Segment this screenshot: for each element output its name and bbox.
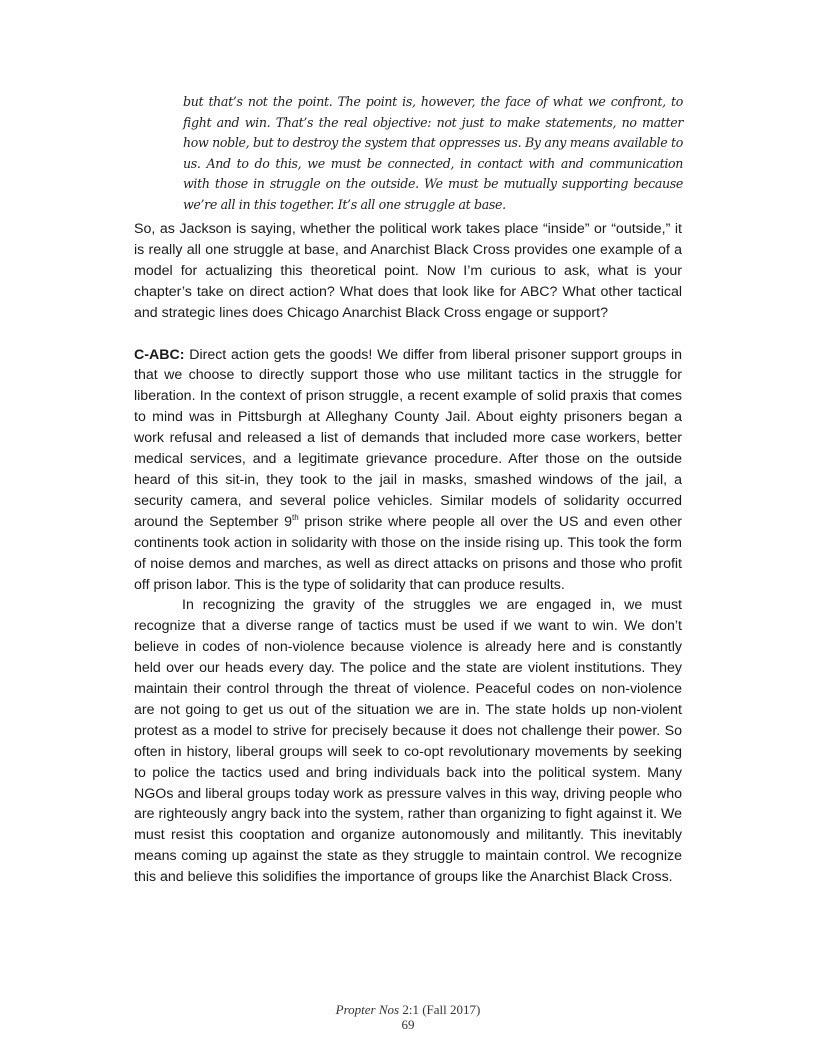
answer-p1-text-b: prison strike where people all over the US and even other continents took action in solidarity with those on the inside rising up. This took the form of noise demos and marches, as well as direct attacks on prisons and those who profit off prison labor. This is the type of solidarity that can produce results. <box>134 513 682 593</box>
page-footer <box>0 1002 816 1032</box>
answer-p1-text-a: Direct action gets the goods! We differ from liberal prisoner support groups in that we choose to directly support those who use militant tactics in the struggle for liberation. In the context of prison struggle, a recent example of solid praxis that comes to mind was in Pittsburgh at Alleghany County Jail. About eighty prisoners began a work refusal and released a list of demands that included more case workers, better medical services, and a legitimate grievance procedure. After those on the outside heard of this sit-in, they took to the jail in masks, smashed windows of the jail, a security camera, and several police vehicles. Similar models of solidarity occurred around the September 9 <box>134 346 682 530</box>
block-quote-text: but that’s not the point. The point is, however, the face of what we confront, to fight and win. That’s the real objective: not just to make statements, no matter how noble, but to destroy the system that oppresses us. By any means available to us. And to do this, we must be connected, in contact with and communication with those in struggle on the outside. We must be mutually supporting because we’re all in this together. It’s all one struggle at base. <box>183 94 683 212</box>
answer-paragraph-2: In recognizing the gravity of the struggles we are engaged in, we must recognize that a diverse range of tactics must be used if we want to win. We don’t believe in codes of non-violence because violence is already here and is constantly held over our heads every day. The police and the state are violent institutions. They maintain their control through the threat of violence. Peaceful codes on non-violence are not going to get us out of the situation we are in. The state holds up non-violent protest as a model to strive for precisely because it does not challenge their power. So often in history, liberal groups will seek to co-opt revolutionary movements by seeking to police the tactics used and bring individuals back into the political system. Many NGOs and liberal groups today work as pressure valves in this way, driving people who are righteously angry back into the system, rather than organizing to fight against it. We must resist this cooptation and organize autonomously and militantly. This inevitably means coming up against the state as they struggle to maintain control. We recognize this and believe this solidifies the importance of groups like the Anarchist Black Cross. <box>134 597 682 886</box>
citation-line <box>0 1002 816 1017</box>
intro-paragraph: So, as Jackson is saying, whether the political work takes place “inside” or “outside,” it is really all one struggle at base, and Anarchist Black Cross provides one example of a model for actualizing this theoretical point. Now I’m curious to ask, what is your chapter’s take on direct action? What does that look like for ABC? What other tactical and strategic lines does Chicago Anarchist Black Cross engage or support? <box>134 221 682 321</box>
ordinal-suffix: th <box>291 512 299 522</box>
answer-paragraph-1 <box>134 345 682 596</box>
page-number: 69 <box>401 1017 415 1032</box>
speaker-label: C-ABC: <box>134 346 185 363</box>
block-quote <box>183 92 683 216</box>
journal-issue: 2:1 (Fall 2017) <box>399 1002 481 1017</box>
journal-title: Propter Nos <box>335 1002 400 1017</box>
body-text <box>134 219 682 888</box>
